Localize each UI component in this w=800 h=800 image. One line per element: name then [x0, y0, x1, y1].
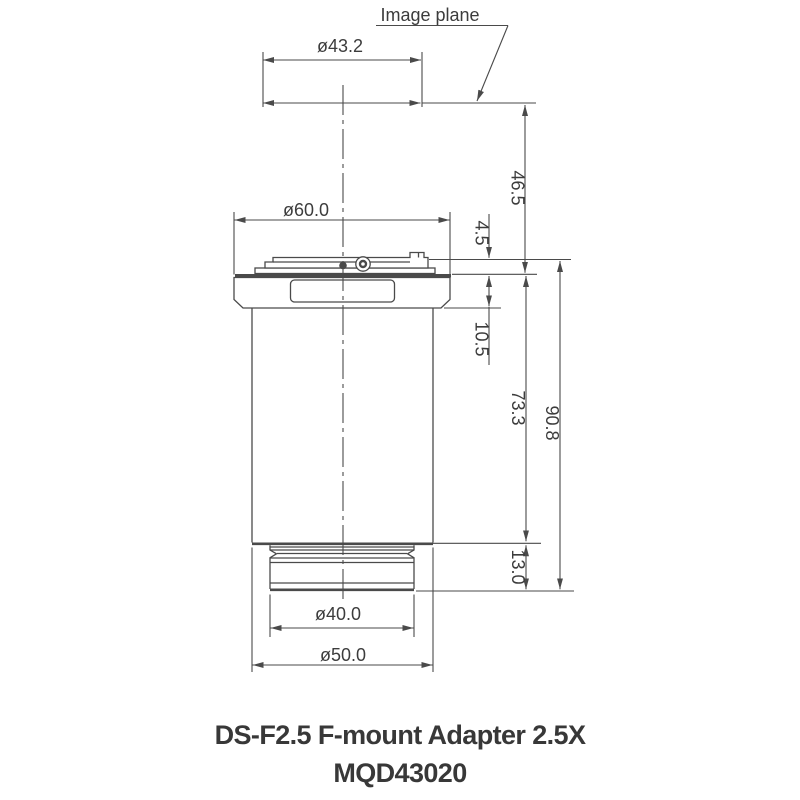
dim-label-mount-plate-height: 4.5: [471, 220, 492, 246]
bayonet-seat-band: [255, 268, 435, 274]
dim-label-body-length: 73.3: [508, 390, 528, 426]
image-plane-label: Image plane: [380, 5, 480, 25]
dim-label-body-diameter: ø50.0: [319, 645, 367, 665]
dim-label-flange-focal-distance: 46.5: [507, 170, 528, 206]
dim-label-flange-section-height: 10.5: [471, 321, 492, 357]
dim-label-mount-flange-diameter: ø60.0: [282, 200, 330, 220]
mount-screw-large-hole: [361, 262, 365, 266]
dim-label-overall-length: 90.8: [542, 405, 562, 441]
collar-right-profile: [408, 545, 415, 562]
product-name: DS-F2.5 F-mount Adapter 2.5X: [214, 720, 586, 750]
part-number: MQD43020: [333, 758, 467, 788]
image-plane-callout: [263, 26, 536, 104]
dim-label-tip-barrel-diameter: ø40.0: [314, 604, 362, 624]
dim-label-image-circle-diameter: ø43.2: [316, 36, 364, 56]
title-block: [0, 716, 800, 792]
collar-left-profile: [270, 545, 277, 562]
leader-line: [477, 26, 508, 102]
dim-label-tip-section-height: 13.0: [508, 549, 528, 585]
